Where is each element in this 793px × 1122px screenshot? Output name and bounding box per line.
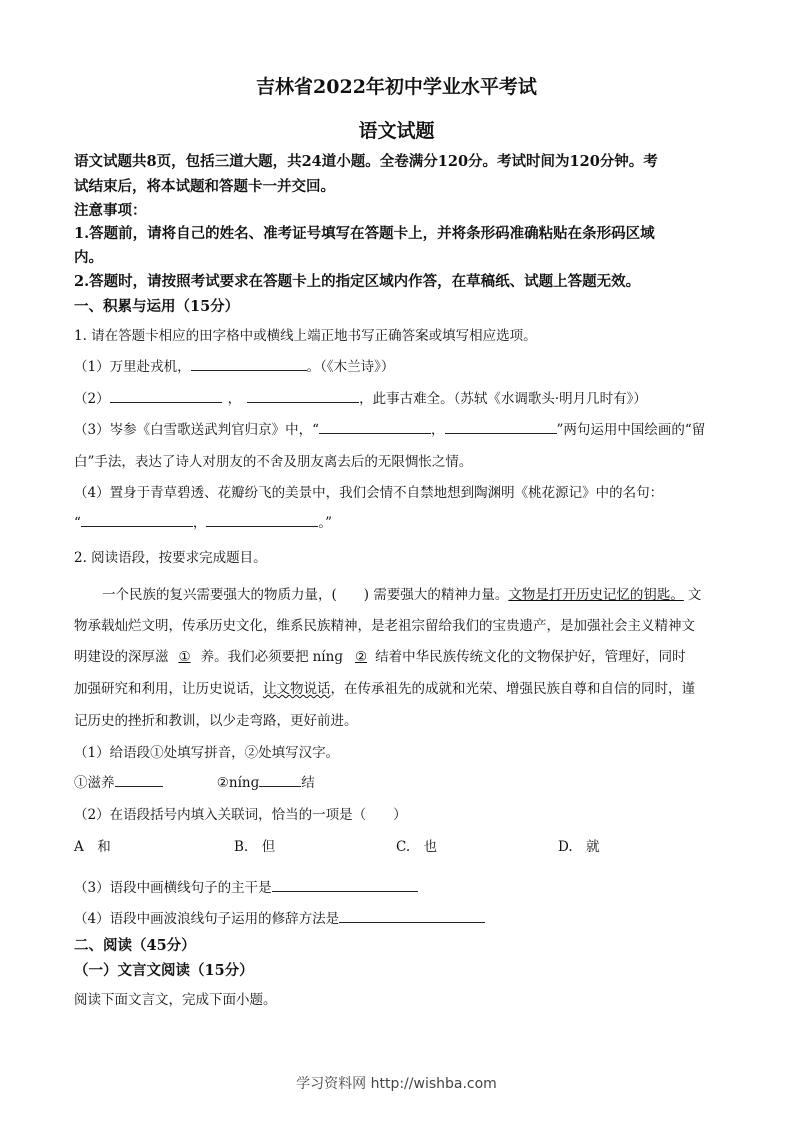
passage-line-5: 记历史的挫折和教训，以少走弯路，更好前进。 — [74, 713, 358, 729]
answer-blank[interactable] — [81, 512, 193, 527]
section-2-instruction: 阅读下面文言文，完成下面小题。 — [74, 992, 277, 1008]
answer-blank[interactable] — [247, 388, 359, 403]
answer-blank[interactable] — [191, 356, 307, 371]
option-a[interactable]: A 和 — [74, 839, 111, 855]
sub1-item-a: ①滋养 — [74, 775, 115, 791]
q2-sub-3 — [74, 876, 418, 896]
passage-text: 明建设的深厚滋 — [74, 649, 169, 665]
passage-text: 养。我们必须要把 — [200, 649, 309, 665]
section-2-heading: 二、阅读（45分） — [74, 937, 196, 954]
option-d[interactable]: D. 就 — [558, 839, 600, 855]
passage-text: 文 — [687, 587, 702, 603]
passage-text: 结着中华民族传统文化的文物保护好，管理好，同时 — [375, 649, 686, 665]
q1-p2-text-c: ，此事古难全。（苏轼《水调歌头·明月几时有》） — [359, 391, 647, 407]
blank-marker-2: ② — [354, 649, 368, 665]
q1-part-4-blanks — [74, 511, 332, 531]
sub3-text: （3）语段中画横线句子的主干是 — [74, 880, 272, 896]
footer-watermark: 学习资料网 http://wishba.com — [296, 1076, 497, 1092]
q1-part-1 — [74, 355, 394, 375]
exam-subtitle: 语文试题 — [358, 120, 435, 142]
q1-p2-text-a: （2） — [74, 391, 110, 407]
q1-stem: 1. 请在答题卡相应的田字格中或横线上端正地书写正确答案或填写相应选项。 — [74, 328, 537, 344]
answer-blank[interactable] — [206, 512, 318, 527]
answer-blank[interactable] — [110, 388, 222, 403]
intro-line-1: 语文试题共8页，包括三道大题，共24道小题。全卷满分120分。考试时间为120分钟。考 — [74, 153, 658, 170]
answer-blank[interactable] — [339, 908, 485, 923]
blank-marker-1: ① — [178, 649, 191, 665]
q1-part-3-cont: 白”手法，表达了诗人对朋友的不舍及朋友离去后的无限惆怅之情。 — [74, 454, 473, 470]
section-2-part-1: （一）文言文阅读（15分） — [74, 962, 254, 979]
answer-blank[interactable] — [445, 419, 557, 434]
answer-blank[interactable] — [272, 877, 418, 892]
q2-sub-1-answers — [74, 771, 315, 791]
exam-title: 吉林省2022年初中学业水平考试 — [256, 76, 537, 98]
q1-p1-text-a: （1）万里赴戎机， — [74, 359, 191, 375]
q1-p4-text-b: “ — [74, 515, 81, 531]
notice-1-b: 内。 — [74, 249, 103, 266]
sub4-text: （4）语段中画波浪线句子运用的修辞方法是 — [74, 911, 340, 927]
passage-line-1 — [102, 583, 701, 603]
q1-part-3 — [74, 418, 705, 438]
q1-p1-text-b: 。（《木兰诗》） — [306, 359, 395, 375]
option-b[interactable]: B. 但 — [234, 839, 276, 855]
sub1-item-b: ②nínɡ — [216, 775, 260, 791]
q1-p4-text-c: ， — [192, 515, 207, 531]
pinyin-ning: nínɡ — [312, 649, 343, 665]
passage-line-4 — [74, 677, 695, 697]
passage-text: ，在传承祖先的成就和光荣、增强民族自尊和自信的同时，谨 — [330, 681, 695, 697]
passage-text: 一个民族的复兴需要强大的物质力量，( ) 需要强大的精神力量。 — [102, 587, 509, 603]
q1-p3-text-c: ”两句运用中国绘画的“留 — [556, 422, 706, 438]
wavy-underlined-phrase: 让文物说话 — [263, 681, 331, 697]
q1-part-2 — [74, 387, 647, 407]
answer-blank[interactable] — [115, 773, 163, 787]
q1-part-4: （4）置身于青草碧透、花瓣纷飞的美景中，我们会情不自禁地想到陶渊明《桃花源记》中的名句： — [74, 485, 664, 501]
q2-sub-2: （2）在语段括号内填入关联词，恰当的一项是（ ） — [74, 807, 407, 823]
q2-sub-1: （1）给语段①处填写拼音，②处填写汉字。 — [74, 745, 340, 761]
q1-p3-text-b: ， — [431, 422, 445, 438]
answer-blank[interactable] — [319, 419, 431, 434]
passage-text: 加强研究和利用，让历史说话， — [74, 681, 263, 697]
answer-blank[interactable] — [259, 773, 301, 787]
intro-line-2: 试结束后，将本试题和答题卡一并交回。 — [74, 178, 335, 195]
notice-1-a: 1.答题前，请将自己的姓名、准考证号填写在答题卡上，并将条形码准确粘贴在条形码区域 — [74, 225, 655, 242]
sub1-item-c: 结 — [301, 775, 315, 791]
q1-p4-text-d: 。” — [318, 515, 333, 531]
q1-p3-text-a: （3）岑参《白雪歌送武判官归京》中，“ — [74, 422, 319, 438]
passage-line-2: 物承载灿烂文明，传承历史文化，维系民族精神，是老祖宗留给我们的宝贵遗产，是加强社会主义精神文 — [74, 618, 695, 634]
q1-p2-text-b: ， — [227, 391, 242, 407]
notice-heading: 注意事项： — [74, 202, 147, 219]
q2-sub-4 — [74, 907, 485, 927]
passage-line-3 — [74, 645, 686, 665]
notice-2: 2.答题时，请按照考试要求在答题卡上的指定区域内作答，在草稿纸、试题上答题无效。 — [74, 273, 641, 290]
q2-stem: 2. 阅读语段，按要求完成题目。 — [74, 550, 267, 566]
option-c[interactable]: C. 也 — [396, 839, 438, 855]
underlined-sentence: 文物是打开历史记忆的钥匙。 — [508, 587, 684, 603]
section-1-heading: 一、积累与运用（15分） — [74, 298, 240, 315]
